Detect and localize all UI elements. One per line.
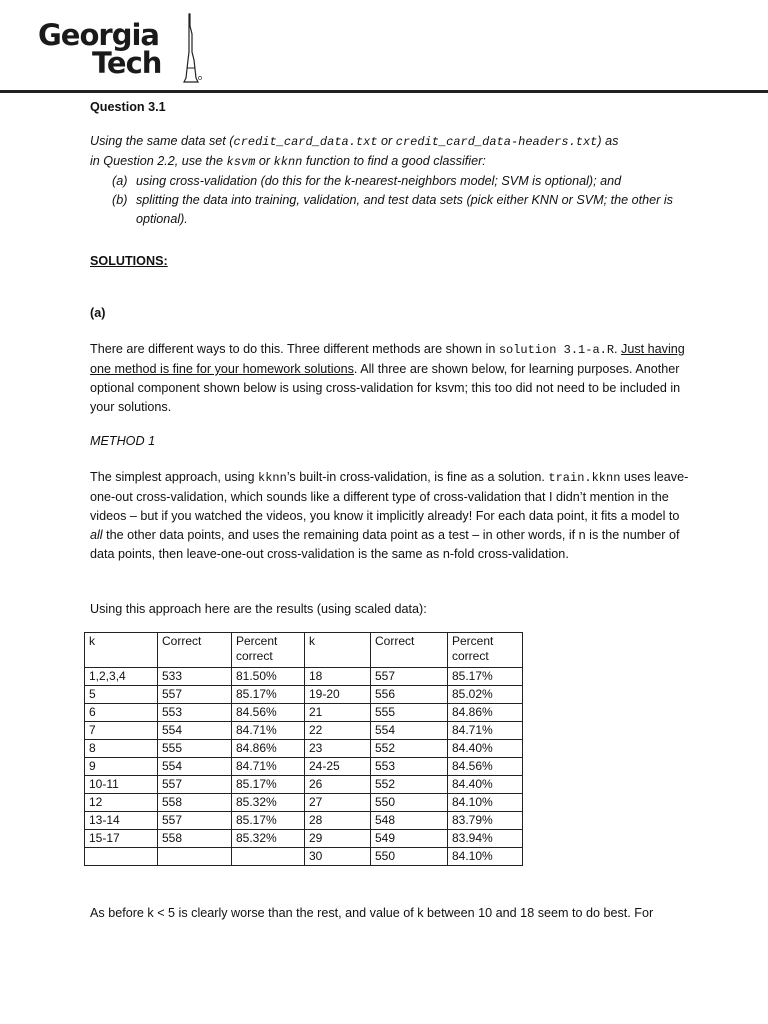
table-cell: 83.79% <box>448 812 523 830</box>
list-text: splitting the data into training, validation, and test data sets (pick either KNN or SVM; the other is optional). <box>136 193 673 226</box>
paragraph: As before k < 5 is clearly worse than the rest, and value of k between 10 and 18 seem to do best. For <box>90 906 654 920</box>
paragraph-text: . <box>614 342 622 356</box>
paragraph: Using this approach here are the results (using scaled data): <box>90 602 427 616</box>
table-cell: 84.40% <box>448 776 523 794</box>
table-cell: 30 <box>305 848 371 866</box>
code-kknn: kknn <box>258 471 287 485</box>
table-cell: 553 <box>158 704 232 722</box>
paragraph-text: the other data points, and uses the remaining data point as a test – in other words, if n is the number of data points, then leave-one-out cross-validation is the same as n-fold cross-validation. <box>90 528 680 561</box>
table-row <box>85 758 523 776</box>
paragraph-text: . All three are shown below, for learning purposes. Another optional component shown below is using cross-validation for ksvm; this too did not need to be included in your solutions. <box>90 362 681 414</box>
table-header-cell: Correct <box>158 633 232 668</box>
table-cell: 550 <box>371 848 448 866</box>
table-cell: 19-20 <box>305 686 371 704</box>
table-cell: 15-17 <box>85 830 158 848</box>
table-cell: 84.40% <box>448 740 523 758</box>
table-cell: 10-11 <box>85 776 158 794</box>
table-cell: 84.56% <box>448 758 523 776</box>
file-name-1: credit_card_data.txt <box>233 135 378 149</box>
table-row <box>85 794 523 812</box>
list-item <box>112 172 680 191</box>
intro-text: ) as <box>597 134 619 148</box>
table-cell: 555 <box>158 740 232 758</box>
table-cell: 13-14 <box>85 812 158 830</box>
table-cell: 556 <box>371 686 448 704</box>
table-header-cell: k <box>85 633 158 668</box>
file-name-2: credit_card_data-headers.txt <box>395 135 598 149</box>
table-cell: 84.71% <box>448 722 523 740</box>
table-header-row <box>85 633 523 668</box>
table-cell: 84.86% <box>232 740 305 758</box>
table-cell: 9 <box>85 758 158 776</box>
table-cell: 83.94% <box>448 830 523 848</box>
list-text: using cross-validation (do this for the k-nearest-neighbors model; SVM is optional); and <box>136 174 622 188</box>
table-cell: 85.17% <box>232 776 305 794</box>
code-filename: solution 3.1-a.R <box>498 343 615 357</box>
table-cell: 552 <box>371 740 448 758</box>
table-cell: 85.17% <box>232 686 305 704</box>
paragraph <box>90 340 690 417</box>
table-row <box>85 848 523 866</box>
paragraph-text: ’s built-in cross-validation, is fine as a solution. <box>286 470 549 484</box>
results-table <box>84 632 523 866</box>
table-cell: 1,2,3,4 <box>85 668 158 686</box>
list-label: (b) <box>112 193 128 207</box>
table-cell: 85.17% <box>232 812 305 830</box>
table-row <box>85 830 523 848</box>
solutions-heading: SOLUTIONS: <box>90 254 168 268</box>
paragraph-text: The simplest approach, using <box>90 470 259 484</box>
table-header-cell: Percent correct <box>448 633 523 668</box>
table-cell: 550 <box>371 794 448 812</box>
table-cell: 553 <box>371 758 448 776</box>
table-cell: 558 <box>158 830 232 848</box>
code-train-kknn: train.kknn <box>548 471 621 485</box>
table-cell: 28 <box>305 812 371 830</box>
table-cell: 85.32% <box>232 830 305 848</box>
paragraph-text: uses leave-one-out cross-validation, which sounds like a different type of cross-validation that I didn’t mention in the videos – but if you watched the videos, you know it implicitly already! For each data point, it fits a model to <box>90 470 689 523</box>
table-cell <box>232 848 305 866</box>
table-cell: 21 <box>305 704 371 722</box>
table-row <box>85 812 523 830</box>
or-text: or <box>255 154 274 168</box>
table-cell: 558 <box>158 794 232 812</box>
question-title: Question 3.1 <box>90 100 166 114</box>
table-row <box>85 668 523 686</box>
table-cell: 554 <box>371 722 448 740</box>
table-cell: 85.32% <box>232 794 305 812</box>
table-cell: 12 <box>85 794 158 812</box>
table-cell: 84.71% <box>232 722 305 740</box>
table-cell: 81.50% <box>232 668 305 686</box>
function-ksvm: ksvm <box>226 155 256 169</box>
table-cell: 5 <box>85 686 158 704</box>
table-header-cell: k <box>305 633 371 668</box>
table-cell: 557 <box>158 686 232 704</box>
table-row <box>85 686 523 704</box>
table-cell: 7 <box>85 722 158 740</box>
table-row <box>85 776 523 794</box>
table-cell: 85.17% <box>448 668 523 686</box>
logo-text-tech: Tech <box>92 46 162 80</box>
table-cell: 557 <box>158 776 232 794</box>
intro-text: function to find a good classifier: <box>302 154 486 168</box>
table-cell: 557 <box>371 668 448 686</box>
paragraph-text: There are different ways to do this. Three different methods are shown in <box>90 342 499 356</box>
table-cell: 84.10% <box>448 794 523 812</box>
table-cell <box>158 848 232 866</box>
question-intro <box>90 132 680 172</box>
table-row <box>85 722 523 740</box>
table-cell: 22 <box>305 722 371 740</box>
table-cell: 84.71% <box>232 758 305 776</box>
question-text <box>90 132 680 229</box>
header-divider <box>0 90 768 93</box>
part-a-heading: (a) <box>90 306 106 320</box>
table-cell: 18 <box>305 668 371 686</box>
table-cell: 6 <box>85 704 158 722</box>
table-cell: 552 <box>371 776 448 794</box>
table-header-cell: Percent correct <box>232 633 305 668</box>
logo-text-georgia: Georgia <box>38 18 159 52</box>
table-cell: 84.56% <box>232 704 305 722</box>
tech-tower-icon <box>178 12 204 84</box>
table-cell: 27 <box>305 794 371 812</box>
underlined-text: Just having one method is fine for your homework solutions <box>90 342 685 376</box>
table-cell: 557 <box>158 812 232 830</box>
intro-text: in Question 2.2, use the <box>90 154 227 168</box>
function-kknn: kknn <box>273 155 303 169</box>
table-cell: 29 <box>305 830 371 848</box>
table-cell: 555 <box>371 704 448 722</box>
emphasis-text: all <box>90 528 103 542</box>
table-cell: 8 <box>85 740 158 758</box>
table-cell: 26 <box>305 776 371 794</box>
table-cell <box>85 848 158 866</box>
or-text: or <box>377 134 396 148</box>
georgia-tech-logo <box>38 12 208 84</box>
table-cell: 84.10% <box>448 848 523 866</box>
intro-text: Using the same data set ( <box>90 134 234 148</box>
list-item <box>112 191 680 229</box>
table-cell: 533 <box>158 668 232 686</box>
table-row <box>85 704 523 722</box>
list-label: (a) <box>112 174 128 188</box>
table-row <box>85 740 523 758</box>
table-cell: 85.02% <box>448 686 523 704</box>
table-cell: 549 <box>371 830 448 848</box>
method1-heading: METHOD 1 <box>90 434 156 448</box>
table-cell: 554 <box>158 758 232 776</box>
table-cell: 23 <box>305 740 371 758</box>
table-cell: 554 <box>158 722 232 740</box>
table-cell: 84.86% <box>448 704 523 722</box>
table-cell: 548 <box>371 812 448 830</box>
paragraph <box>90 468 690 564</box>
table-cell: 24-25 <box>305 758 371 776</box>
table-header-cell: Correct <box>371 633 448 668</box>
